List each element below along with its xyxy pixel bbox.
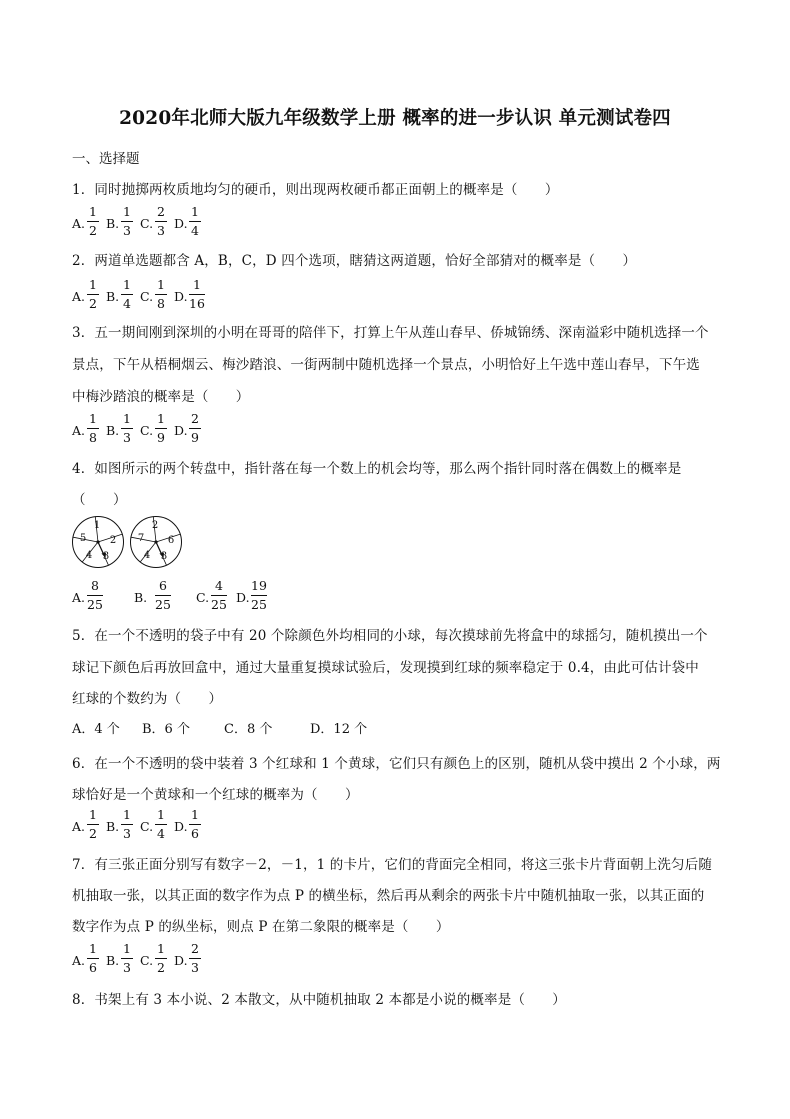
spinner-left-label-1: 1 (93, 520, 101, 531)
option-b: B．6 个 (142, 722, 190, 737)
option-c: C．8 个 (224, 722, 273, 737)
spinner-right-label-7: 7 (137, 533, 145, 544)
spinner-figure (71, 515, 183, 569)
question-8-text: 8．书架上有 3 本小说、2 本散文，从中随机抽取 2 本都是小说的概率是（ ） (72, 992, 566, 1008)
spinner-left-label-3: 3 (102, 551, 110, 562)
exam-page: 2020年北师大版九年级数学上册 概率的进一步认识 单元测试卷四 一、选择题 1．同时抛掷两枚质地均匀的硬币，则出现两枚硬币都正面朝上的概率是（ ） A. 1 2 B. 1 3 C. 2 3 D. 1 4 2．两道单选题都含 A，B，C，D 四个选项，瞎猜这两道题，恰好全部猜对的概率是（ ） A. 1 2 B. 1 4 C. 1 8 D. 1 16 3．五一期间刚到深圳的小明在哥哥的陪伴下，打算上午从莲山春早、侨城锦绣、深南溢彩中随机选择一个 景点，下午从梧桐烟云、梅沙踏浪、一街两制中随机选择一个景点，小明恰好上午选中莲山春早，下午选 中梅沙踏浪的概率是（ ） A. 1 8 B. 1 3 C. 1 9 D. 2 9 4．如图所示的两个转盘中，指针落在每一个数上的机会均等，那么两个指针同时落在偶数上的概率是 （ ） 1 2 3 4 5 2 6 3 4 7 A. 8 25 B. 6 25 C. 4 25 D. 19 25 5．在一个不透明的袋子中有 20 个除颜色外均相同的小球，每次摸球前先将盒中的球摇匀，随机摸出一个 球记下颜色后再放回盒中，通过大量重复摸球试验后，发现摸到红球的频率稳定于 0.4，由此可估计袋中 红球的个数约为（ ） A．4 个 B．6 个 C．8 个 D．12 个 6．在一个不透明的袋中装着 3 个红球和 1 个黄球，它们只有颜色上的区别，随机从袋中摸出 2 个小球，两 球恰好是一个黄球和一个红球的概率为（ ） A. 1 2 B. 1 3 C. 1 4 D. 1 6 7．有三张正面分别写有数字－2，－1，1 的卡片，它们的背面完全相同，将这三张卡片背面朝上洗匀后随 机抽取一张，以其正面的数字作为点 P 的横坐标，然后再从剩余的两张卡片中随机抽取一张，以其正面的 数字作为点 P 的纵坐标，则点 P 在第二象限的概率是（ ） A. 1 6 B. 1 3 C. 1 2 D. 2 3 8．书架上有 3 本小说、2 本散文，从中随机抽取 2 本都是小说的概率是（ ） (0, 0, 790, 1119)
spinner-left-label-5: 5 (79, 533, 87, 544)
page-title: 2020年北师大版九年级数学上册 概率的进一步认识 单元测试卷四 (119, 108, 671, 129)
question-4-line-1: 4．如图所示的两个转盘中，指针落在每一个数上的机会均等，那么两个指针同时落在偶数上的概率是 (72, 461, 682, 477)
spinner-left-label-2: 2 (109, 535, 117, 546)
question-3-line-3: 中梅沙踏浪的概率是（ ） (72, 389, 250, 405)
question-7-line-1: 7．有三张正面分别写有数字－2，－1，1 的卡片，它们的背面完全相同，将这三张卡片背面朝上洗匀后随 (72, 857, 712, 873)
question-2-text: 2．两道单选题都含 A，B，C，D 四个选项，瞎猜这两道题，恰好全部猜对的概率是（ ） (72, 253, 637, 269)
option-a: A．4 个 (72, 722, 120, 737)
question-7-line-2: 机抽取一张，以其正面的数字作为点 P 的横坐标，然后再从剩余的两张卡片中随机抽取一张，以其正面的 (72, 888, 705, 904)
spinner-right-label-4: 4 (143, 550, 151, 561)
spinner-left (73, 517, 124, 568)
question-5-line-1: 5．在一个不透明的袋子中有 20 个除颜色外均相同的小球，每次摸球前先将盒中的球摇匀，随机摸出一个 (72, 628, 708, 644)
option-d: D．12 个 (310, 722, 368, 737)
spinner-left-label-4: 4 (85, 550, 93, 561)
question-5-line-3: 红球的个数约为（ ） (72, 691, 223, 707)
spinner-right-label-2: 2 (151, 520, 159, 531)
question-4-line-2: （ ） (72, 492, 127, 508)
question-6-line-1: 6．在一个不透明的袋中装着 3 个红球和 1 个黄球，它们只有颜色上的区别，随机从袋中摸出 2 个小球，两 (72, 756, 721, 772)
question-3-line-1: 3．五一期间刚到深圳的小明在哥哥的陪伴下，打算上午从莲山春早、侨城锦绣、深南溢彩中随机选择一个 (72, 325, 709, 341)
section-heading: 一、选择题 (72, 151, 140, 167)
spinner-right-label-3: 3 (160, 551, 168, 562)
question-3-line-2: 景点，下午从梧桐烟云、梅沙踏浪、一街两制中随机选择一个景点，小明恰好上午选中莲山春早，下午选 (72, 357, 700, 373)
spinner-right (131, 517, 182, 568)
question-5-line-2: 球记下颜色后再放回盒中，通过大量重复摸球试验后，发现摸到红球的频率稳定于 0.4，由此可估计袋中 (72, 660, 699, 676)
question-6-line-2: 球恰好是一个黄球和一个红球的概率为（ ） (72, 787, 359, 803)
spinner-right-label-6: 6 (167, 535, 175, 546)
question-1-text: 1．同时抛掷两枚质地均匀的硬币，则出现两枚硬币都正面朝上的概率是（ ） (72, 182, 559, 198)
question-7-line-3: 数字作为点 P 的纵坐标，则点 P 在第二象限的概率是（ ） (72, 919, 450, 935)
